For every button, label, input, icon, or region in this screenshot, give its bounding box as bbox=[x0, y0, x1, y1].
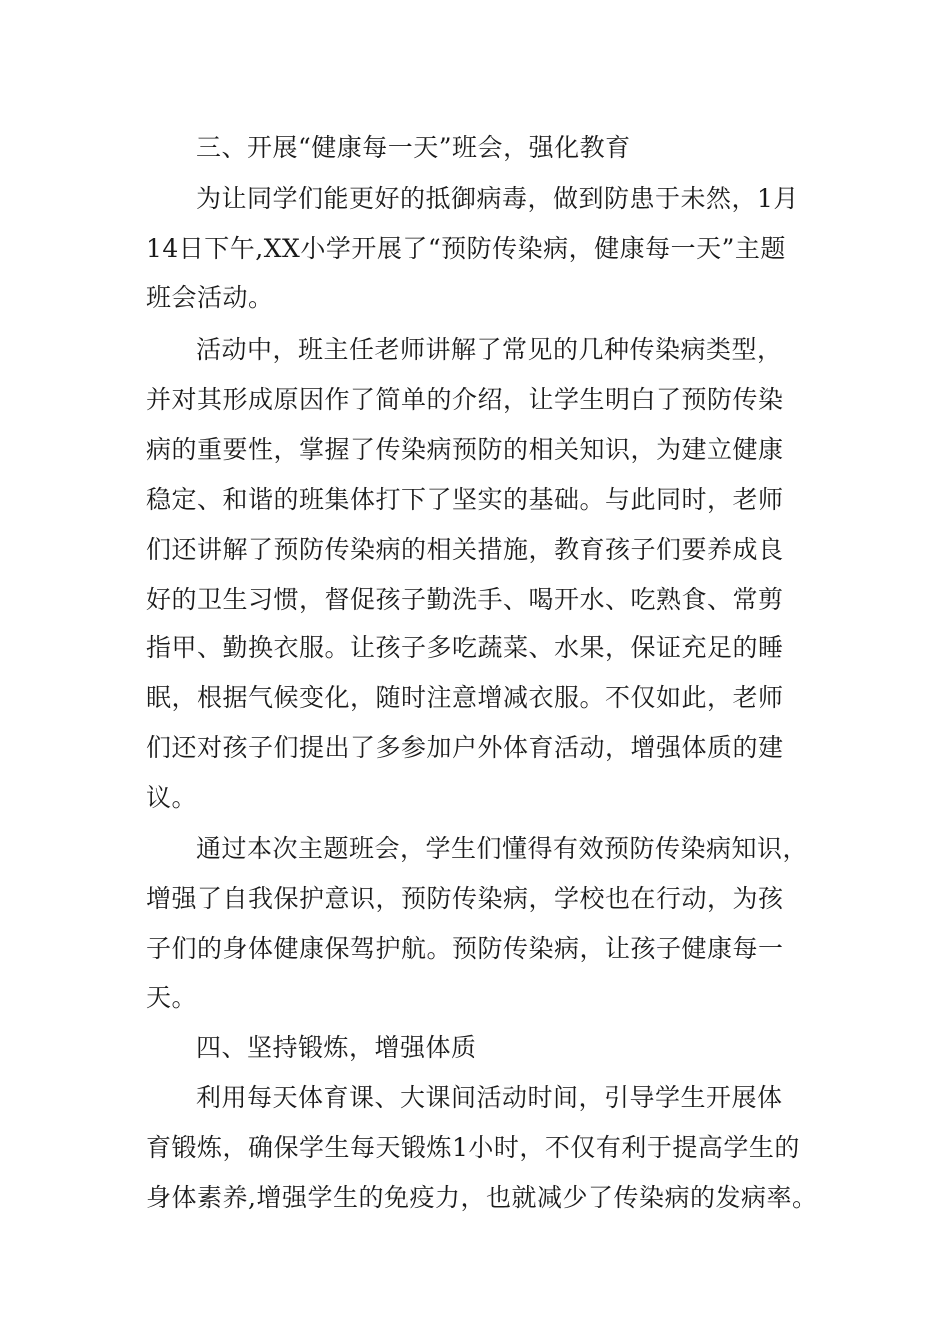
paragraph-line: 通过本次主题班会，学生们懂得有效预防传染病知识， bbox=[196, 834, 809, 863]
paragraph-line: 14日下午,XX小学开展了“预防传染病，健康每一天”主题 bbox=[146, 234, 786, 263]
paragraph-line: 利用每天体育课、大课间活动时间，引导学生开展体 bbox=[196, 1083, 783, 1112]
section-heading-3: 三、开展“健康每一天”班会，强化教育 bbox=[196, 133, 631, 162]
paragraph-line: 病的重要性，掌握了传染病预防的相关知识，为建立健康 bbox=[146, 435, 784, 464]
section-heading-4: 四、坚持锻炼，增强体质 bbox=[196, 1033, 477, 1062]
paragraph-line: 天。 bbox=[146, 983, 198, 1012]
paragraph-line: 们还讲解了预防传染病的相关措施，教育孩子们要养成良 bbox=[146, 535, 784, 564]
paragraph-line: 为让同学们能更好的抵御病毒，做到防患于未然，1月 bbox=[196, 184, 799, 213]
paragraph-line: 子们的身体健康保驾护航。预防传染病，让孩子健康每一 bbox=[146, 934, 784, 963]
paragraph-line: 眠，根据气候变化，随时注意增减衣服。不仅如此，老师 bbox=[146, 683, 784, 712]
paragraph-line: 身体素养,增强学生的免疫力，也就减少了传染病的发病率。 bbox=[146, 1183, 818, 1212]
paragraph-line: 活动中，班主任老师讲解了常见的几种传染病类型， bbox=[196, 335, 783, 364]
paragraph-line: 育锻炼，确保学生每天锻炼1小时，不仅有利于提高学生的 bbox=[146, 1133, 800, 1162]
paragraph-line: 班会活动。 bbox=[146, 283, 274, 312]
paragraph-line: 们还对孩子们提出了多参加户外体育活动，增强体质的建 bbox=[146, 733, 784, 762]
paragraph-line: 稳定、和谐的班集体打下了坚实的基础。与此同时，老师 bbox=[146, 485, 784, 514]
paragraph-line: 议。 bbox=[146, 783, 198, 812]
paragraph-line: 增强了自我保护意识，预防传染病，学校也在行动，为孩 bbox=[146, 884, 784, 913]
paragraph-line: 指甲、勤换衣服。让孩子多吃蔬菜、水果，保证充足的睡 bbox=[146, 633, 784, 662]
paragraph-line: 好的卫生习惯，督促孩子勤洗手、喝开水、吃熟食、常剪 bbox=[146, 585, 784, 614]
paragraph-line: 并对其形成原因作了简单的介绍，让学生明白了预防传染 bbox=[146, 385, 784, 414]
